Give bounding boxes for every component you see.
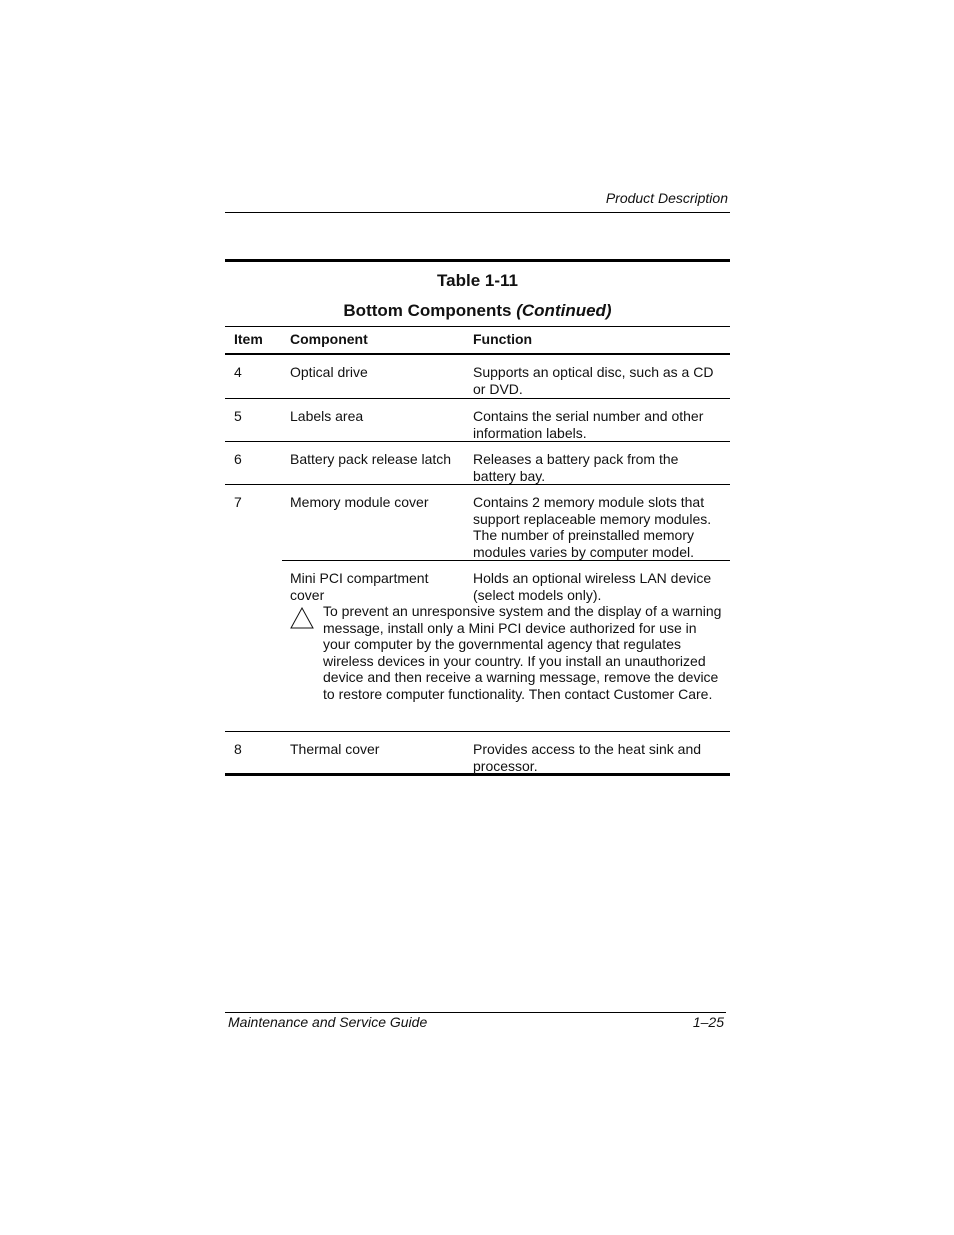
table-header-row xyxy=(225,326,730,353)
running-header: Product Description xyxy=(605,190,728,206)
caution-text: To prevent an unresponsive system and the display of a warning message, install only a Mini PCI device authorized for use in your computer by the governmental agency that regulates wireless devices in your country. If you install an unauthorized device and then receive a warning message, remove the device to restore computer functionality. Then contact Customer Care. xyxy=(323,603,722,702)
row-function: Contains 2 memory module slots that support replaceable memory modules. The number of preinstalled memory modules varies by computer model. xyxy=(473,494,712,560)
table-row xyxy=(225,484,730,560)
row-item: 4 xyxy=(234,364,242,380)
table-row xyxy=(225,731,730,773)
row-function: Contains the serial number and other information labels. xyxy=(473,408,704,441)
row-item: 7 xyxy=(234,494,242,510)
row-component: Thermal cover xyxy=(290,741,380,757)
row-component: Labels area xyxy=(290,408,364,424)
table-row xyxy=(225,353,730,398)
row-component: Optical drive xyxy=(290,364,368,380)
row-function: Supports an optical disc, such as a CD or DVD. xyxy=(473,364,714,397)
table-title-suffix: (Continued) xyxy=(516,301,612,320)
row-component: Memory module cover xyxy=(290,494,429,510)
row-item: 5 xyxy=(234,408,242,424)
components-table xyxy=(225,259,730,776)
row-function: Provides access to the heat sink and processor. xyxy=(473,741,702,774)
row-item: 6 xyxy=(234,451,242,467)
table-row xyxy=(225,398,730,441)
table-title xyxy=(225,296,730,326)
table-title-text: Bottom Components xyxy=(343,301,512,320)
table-number: Table 1-11 xyxy=(437,271,518,290)
footer-guide-title: Maintenance and Service Guide xyxy=(228,1014,428,1030)
row-component: Mini PCI compartment cover xyxy=(290,570,429,603)
caution-triangle-icon xyxy=(290,607,314,629)
header-item: Item xyxy=(234,331,263,347)
footer-page-number: 1–25 xyxy=(692,1014,724,1030)
table-subrow xyxy=(282,560,730,603)
row-item: 8 xyxy=(234,741,242,757)
caution-note xyxy=(225,603,730,731)
table-top-rule xyxy=(225,259,730,262)
row-component: Battery pack release latch xyxy=(290,451,452,467)
footer-rule xyxy=(225,1012,726,1013)
header-rule xyxy=(225,212,730,213)
table-row xyxy=(225,441,730,484)
row-function: Holds an optional wireless LAN device (select models only). xyxy=(473,570,712,603)
header-component: Component xyxy=(290,331,368,347)
header-function: Function xyxy=(473,331,533,347)
row-function: Releases a battery pack from the battery bay. xyxy=(473,451,679,484)
